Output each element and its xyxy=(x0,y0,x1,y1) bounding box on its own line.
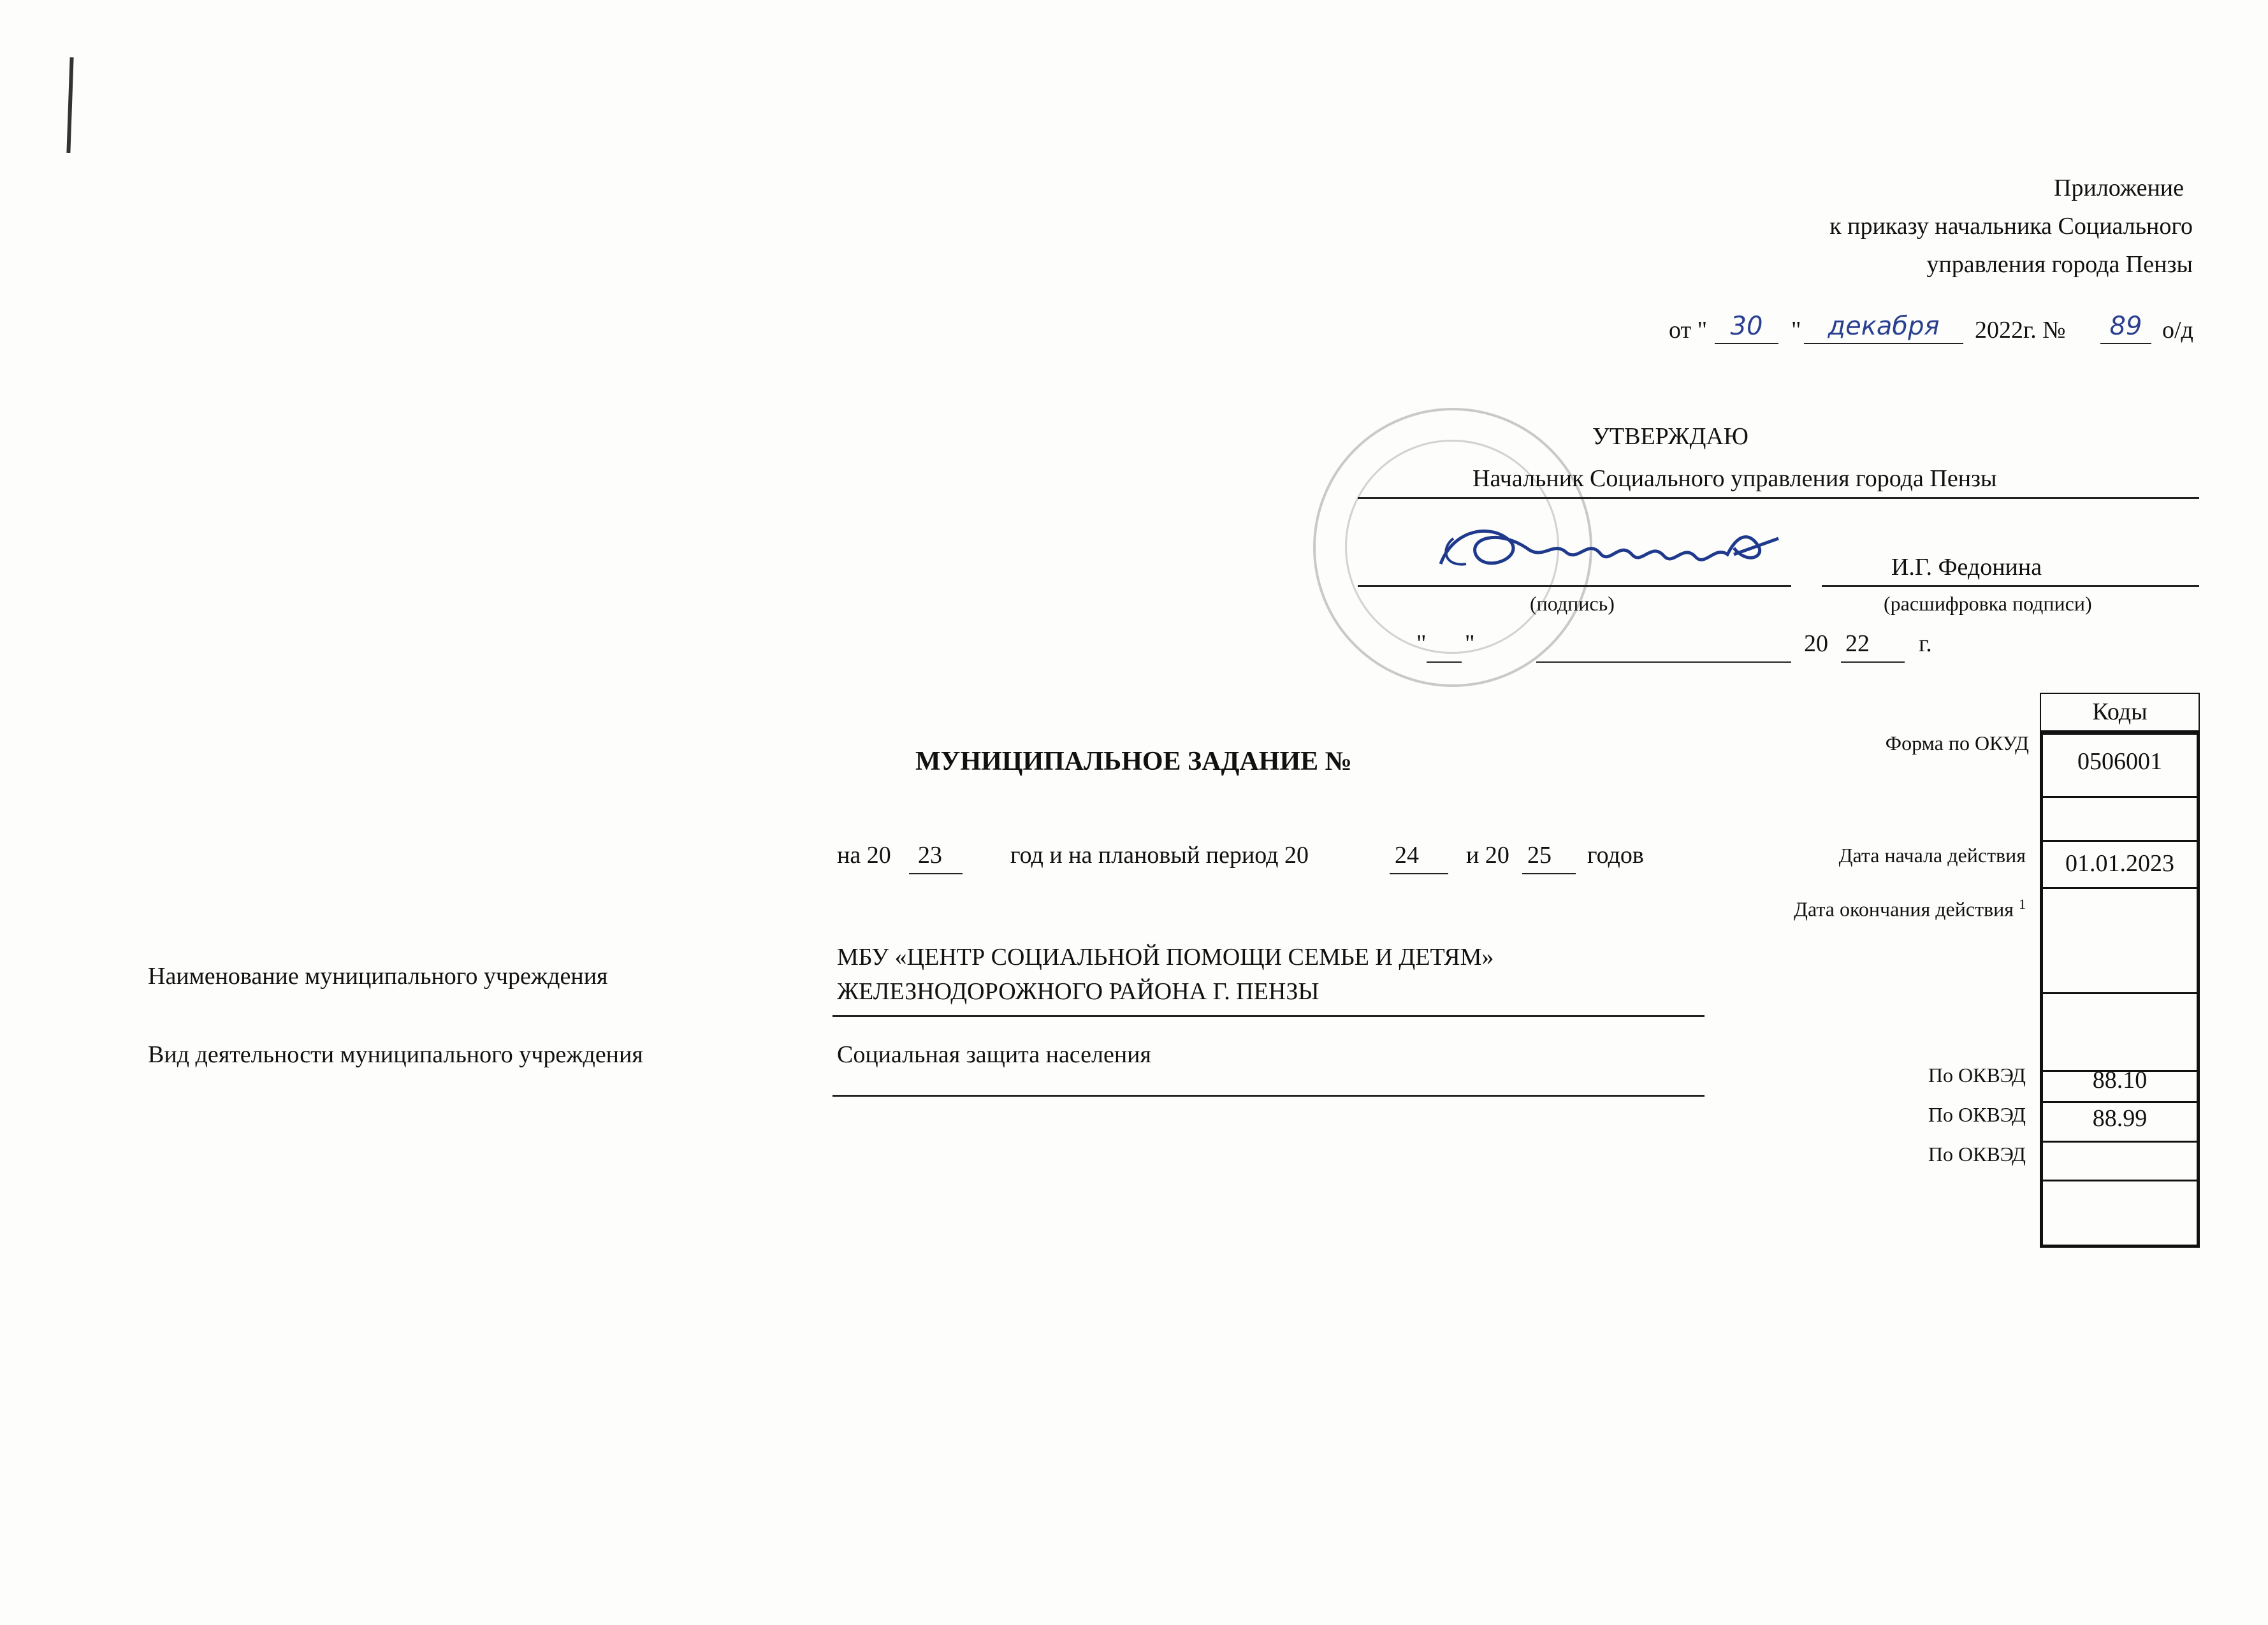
activity-label: Вид деятельности муниципального учреждения xyxy=(148,1041,643,1068)
document-title: МУНИЦИПАЛЬНОЕ ЗАДАНИЕ № xyxy=(915,747,1352,776)
period-year1: 23 xyxy=(918,842,942,869)
position-underline xyxy=(1358,497,2199,499)
approver-position: Начальник Социального управления города Пензы xyxy=(1472,465,1997,492)
okved-label-2: По ОКВЭД xyxy=(1928,1103,2026,1126)
codes-header: Коды xyxy=(2092,698,2148,725)
appendix-line-3: управления города Пензы xyxy=(1926,251,2193,278)
start-date-label: Дата начала действия xyxy=(1838,844,2026,867)
period-year3-line xyxy=(1522,873,1576,874)
order-day-underline xyxy=(1715,343,1778,344)
order-day: 30 xyxy=(1730,312,1763,341)
date-year-prefix: 20 xyxy=(1804,630,1828,657)
end-date-label xyxy=(1794,892,2026,921)
row-divider-4 xyxy=(2043,992,2197,994)
period-year2-line xyxy=(1390,873,1448,874)
row-divider-6 xyxy=(2043,1101,2197,1103)
date-close-quote: " xyxy=(1465,630,1475,657)
period-year2: 24 xyxy=(1395,842,1419,869)
end-date-footnote: 1 xyxy=(2019,896,2026,912)
row-divider-2 xyxy=(2043,840,2197,842)
order-year: 2022г. № xyxy=(1975,317,2066,343)
date-year-line xyxy=(1841,661,1905,663)
institution-value-line-1: МБУ «ЦЕНТР СОЦИАЛЬНОЙ ПОМОЩИ СЕМЬЕ И ДЕТЯМ» xyxy=(837,944,1494,971)
okved-value-2: 88.99 xyxy=(2092,1105,2148,1132)
institution-label: Наименование муниципального учреждения xyxy=(148,963,608,990)
handwritten-signature xyxy=(1415,503,1785,593)
okved-label-1: По ОКВЭД xyxy=(1928,1064,2026,1087)
name-line xyxy=(1822,585,2199,587)
row-divider-8 xyxy=(2043,1180,2197,1181)
activity-value: Социальная защита населения xyxy=(837,1041,1151,1068)
okud-label: Форма по ОКУД xyxy=(1885,732,2029,755)
institution-value-line-2: ЖЕЛЕЗНОДОРОЖНОГО РАЙОНА Г. ПЕНЗЫ xyxy=(837,978,1319,1005)
name-caption: (расшифровка подписи) xyxy=(1884,592,2092,615)
codes-body xyxy=(2040,732,2200,1248)
appendix-line-1: Приложение xyxy=(2054,175,2184,201)
period-year3: 25 xyxy=(1527,842,1552,869)
period-na: на 20 xyxy=(837,842,891,869)
start-date-value: 01.01.2023 xyxy=(2065,850,2174,877)
signature-line xyxy=(1358,585,1791,587)
order-number: 89 xyxy=(2109,312,2142,341)
order-month-underline xyxy=(1804,343,1963,344)
end-date-label-text: Дата окончания действия xyxy=(1794,897,2014,921)
row-divider-7 xyxy=(2043,1141,2197,1143)
appendix-line-2: к приказу начальника Социального xyxy=(1829,213,2193,240)
approve-heading: УТВЕРЖДАЮ xyxy=(1592,423,1748,450)
order-number-underline xyxy=(2100,343,2151,344)
signature-caption: (подпись) xyxy=(1530,592,1615,615)
date-open-quote: " xyxy=(1416,630,1427,657)
codes-header-cell xyxy=(2040,693,2200,732)
approver-name: И.Г. Федонина xyxy=(1891,554,2042,581)
scan-mark xyxy=(66,57,73,153)
okved-value-1: 88.10 xyxy=(2092,1067,2148,1094)
date-year-suffix: г. xyxy=(1919,630,1932,657)
period-year1-line xyxy=(909,873,963,874)
order-suffix: о/д xyxy=(2162,317,2193,343)
row-divider-1 xyxy=(2043,796,2197,798)
date-year-value: 22 xyxy=(1845,630,1870,657)
order-month: декабря xyxy=(1828,312,1940,341)
okud-value: 0506001 xyxy=(2077,748,2162,775)
order-quote: " xyxy=(1791,317,1801,343)
order-prefix: от " xyxy=(1669,317,1708,343)
period-end: годов xyxy=(1587,842,1644,869)
period-and: и 20 xyxy=(1466,842,1509,869)
date-month-line xyxy=(1536,661,1791,663)
row-divider-3 xyxy=(2043,887,2197,889)
institution-underline xyxy=(832,1015,1705,1017)
date-day-line xyxy=(1427,661,1462,663)
period-mid: год и на плановый период 20 xyxy=(1010,842,1309,869)
activity-underline xyxy=(832,1095,1705,1097)
okved-label-3: По ОКВЭД xyxy=(1928,1143,2026,1166)
